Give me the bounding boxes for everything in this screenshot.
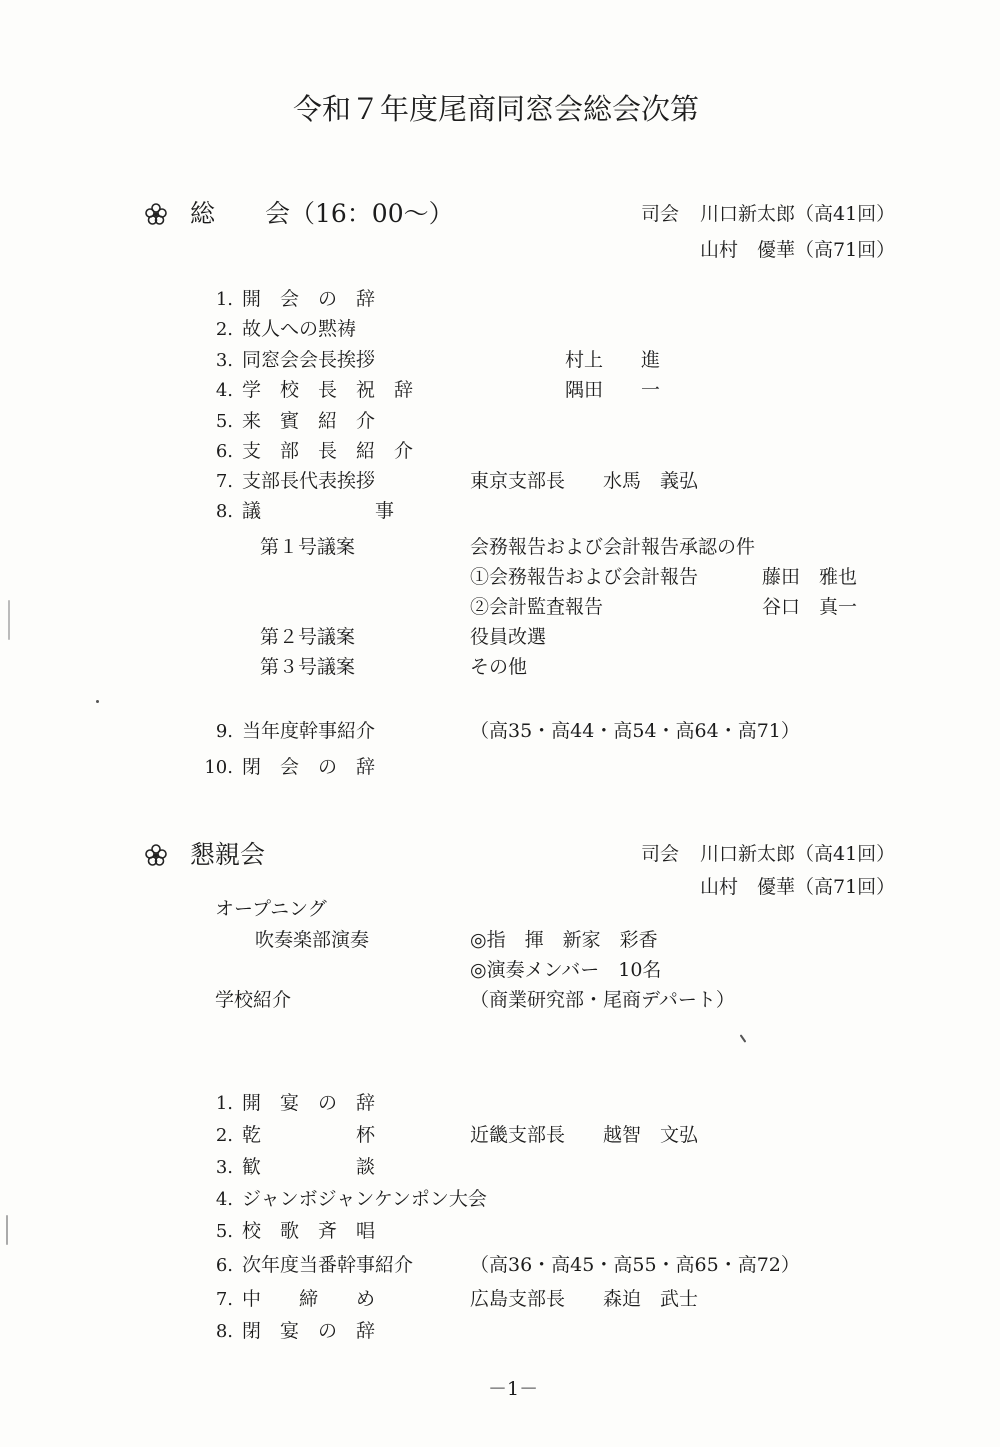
sokai-item-label: 来 賓 紹 介 [242, 410, 376, 432]
konshinkai-item-number: 4. [215, 1189, 233, 1210]
scan-speck [6, 1215, 8, 1245]
mc-name-2: 山村 優華（高71回） [700, 239, 896, 261]
sokai-item-number: 6. [215, 441, 233, 462]
agenda-sub-2-person: 谷口 真一 [762, 596, 858, 618]
konshinkai-item-label: 閉 宴 の 辞 [242, 1320, 376, 1342]
sokai-item-detail: 隅田 一 [565, 379, 661, 401]
sokai-item-detail: 東京支部長 水馬 義弘 [470, 470, 699, 492]
page-number: －1－ [488, 1378, 539, 1400]
scan-speck [96, 700, 99, 703]
sokai-item-label: 開 会 の 辞 [242, 288, 376, 310]
sokai-item-number: 7. [215, 471, 233, 492]
sokai-item-detail: 村上 進 [565, 349, 661, 371]
sokai-item-label: 閉 会 の 辞 [242, 756, 376, 778]
sokai-item-number: 2. [215, 319, 233, 340]
sokai-item-label: 学 校 長 祝 辞 [242, 379, 414, 401]
mc-label: 司会 [641, 843, 680, 865]
konshinkai-item-number: 7. [215, 1289, 233, 1310]
konshinkai-item-number: 2. [215, 1125, 233, 1146]
sokai-item-number: 5. [215, 411, 233, 432]
konshinkai-item-label: 開 宴 の 辞 [242, 1092, 376, 1114]
band-detail-members: ◎演奏メンバー 10名 [470, 959, 662, 981]
konshinkai-item-label: 中 締 め [242, 1288, 376, 1310]
konshinkai-item-detail: 近畿支部長 越智 文弘 [470, 1124, 699, 1146]
band-detail-conductor: ◎指 揮 新家 彩香 [470, 929, 658, 951]
sokai-item-label: 故人への黙祷 [242, 318, 357, 340]
page-title: 令和７年度尾商同窓会総会次第 [293, 92, 700, 126]
konshinkai-item-label: 乾 杯 [242, 1124, 376, 1146]
mc-name-2: 山村 優華（高71回） [700, 876, 896, 898]
sokai-item-number: 8. [215, 501, 233, 522]
konshinkai-item-detail: 広島支部長 森迫 武士 [470, 1288, 699, 1310]
sokai-item-label: 当年度幹事紹介 [242, 720, 376, 742]
sokai-item-number: 1. [215, 289, 233, 310]
school-intro-label: 学校紹介 [215, 989, 292, 1011]
opening-label: オープニング [215, 898, 327, 920]
sokai-item-label: 支 部 長 紹 介 [242, 440, 414, 462]
agenda-label-2: 第２号議案 [260, 626, 356, 648]
agenda-sub-1-person: 藤田 雅也 [762, 566, 858, 588]
konshinkai-item-label: 校 歌 斉 唱 [242, 1220, 376, 1242]
konshinkai-item-label: ジャンボジャンケンポン大会 [242, 1188, 487, 1210]
konshinkai-item-number: 8. [215, 1321, 233, 1342]
flower-bullet-icon [145, 844, 167, 866]
sokai-item-number: 4. [215, 380, 233, 401]
agenda-sub-1: ①会務報告および会計報告 [470, 566, 699, 588]
flower-bullet-icon [145, 203, 167, 225]
mc-name-1: 川口新太郎（高41回） [700, 203, 896, 225]
sokai-item-number: 9. [215, 721, 233, 742]
konshinkai-item-number: 3. [215, 1157, 233, 1178]
agenda-sub-2: ②会計監査報告 [470, 596, 604, 618]
sokai-item-number: 3. [215, 350, 233, 371]
konshinkai-item-label: 歓 談 [242, 1156, 376, 1178]
school-intro-detail: （商業研究部・尾商デパート） [470, 989, 735, 1011]
mc-name-1: 川口新太郎（高41回） [700, 843, 896, 865]
agenda-label-3: 第３号議案 [260, 656, 356, 678]
sokai-item-number: 10. [204, 757, 233, 778]
agenda-text-2: 役員改選 [470, 626, 547, 648]
sokai-item-label: 同窓会会長挨拶 [242, 349, 376, 371]
mc-label: 司会 [641, 203, 680, 225]
konshinkai-item-detail: （高36・高45・高55・高65・高72） [470, 1254, 800, 1276]
agenda-text-3: その他 [470, 656, 528, 678]
konshinkai-item-label: 次年度当番幹事紹介 [242, 1254, 414, 1276]
section-heading-konshinkai: 懇親会 [190, 840, 266, 869]
agenda-label-1: 第１号議案 [260, 536, 356, 558]
sokai-item-label: 議 事 [242, 500, 395, 522]
konshinkai-item-number: 6. [215, 1255, 233, 1276]
section-heading-sokai: 総 会（16：00～） [190, 199, 454, 228]
sokai-item-detail: （高35・高44・高54・高64・高71） [470, 720, 800, 742]
agenda-text-1: 会務報告および会計報告承認の件 [470, 536, 756, 558]
konshinkai-item-number: 5. [215, 1221, 233, 1242]
konshinkai-item-number: 1. [215, 1093, 233, 1114]
scan-speck [740, 1034, 747, 1043]
scan-speck [8, 600, 10, 640]
band-label: 吹奏楽部演奏 [255, 929, 370, 951]
sokai-item-label: 支部長代表挨拶 [242, 470, 376, 492]
